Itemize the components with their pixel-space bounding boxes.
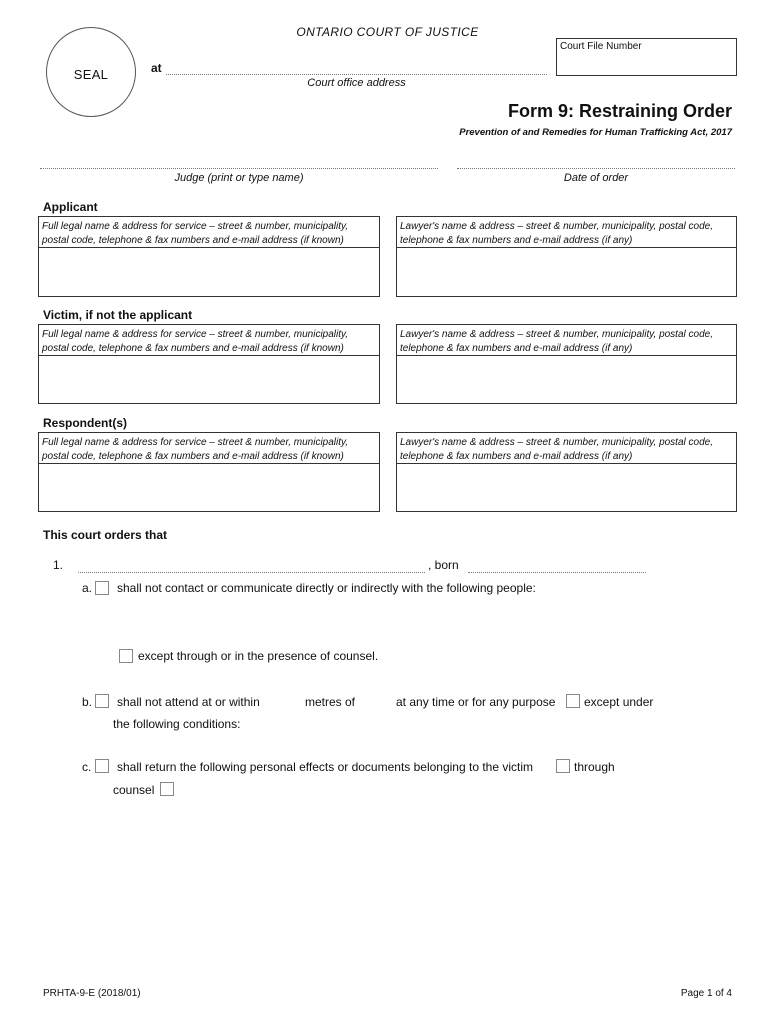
clause-c-checkbox[interactable]: [95, 759, 109, 773]
victim-lawyer-box: [396, 324, 737, 404]
clause-b-text-4: except under: [584, 695, 654, 709]
court-office-address-caption: Court office address: [307, 77, 406, 89]
form-code: PRHTA-9-E (2018/01): [43, 988, 141, 999]
clause-c-through: through: [574, 760, 615, 774]
applicant-lawyer-field[interactable]: [397, 248, 736, 295]
respondent-lawyer-caption: Lawyer's name & address – street & number, municipality, postal code, telephone & fax numbers and e-mail address (if any): [397, 433, 736, 464]
respondent-lawyer-field[interactable]: [397, 464, 736, 510]
respondent-details-caption: Full legal name & address for service – street & number, municipality, postal code, telephone & fax numbers and e-mail address (if known): [39, 433, 379, 464]
respondent-details-box: [38, 432, 380, 512]
clause-b-label: b.: [82, 695, 93, 709]
clause-c-through-checkbox[interactable]: [556, 759, 570, 773]
victim-lawyer-field[interactable]: [397, 356, 736, 402]
victim-details-field[interactable]: [39, 356, 379, 402]
victim-lawyer-caption: Lawyer's name & address – street & number, municipality, postal code, telephone & fax numbers and e-mail address (if any): [397, 325, 736, 356]
clause-a-label: a.: [82, 581, 93, 595]
date-of-order-field[interactable]: [457, 167, 735, 169]
court-office-address-field[interactable]: [166, 73, 547, 75]
applicant-lawyer-box: [396, 216, 737, 297]
clause-b-checkbox[interactable]: [95, 694, 109, 708]
clause-c-text: shall return the following personal effects or documents belonging to the victim: [117, 760, 534, 774]
court-name: ONTARIO COURT OF JUSTICE: [296, 25, 479, 39]
judge-name-field[interactable]: [40, 167, 438, 169]
victim-details-box: [38, 324, 380, 404]
applicant-details-field[interactable]: [39, 248, 379, 295]
orders-heading: This court orders that: [43, 528, 168, 542]
clause-c-counsel: counsel: [113, 783, 155, 797]
victim-heading: Victim, if not the applicant: [43, 308, 193, 322]
form-title: Form 9: Restraining Order: [507, 101, 732, 121]
page-number: Page 1 of 4: [680, 988, 732, 999]
respondent-heading: Respondent(s): [43, 416, 127, 430]
applicant-heading: Applicant: [43, 200, 98, 214]
respondent-details-field[interactable]: [39, 464, 379, 510]
applicant-details-box: [38, 216, 380, 297]
clause-b-text-2: metres of: [305, 695, 356, 709]
clause-a-except-text: except through or in the presence of counsel.: [138, 649, 379, 663]
clause-c-label: c.: [82, 760, 92, 774]
court-file-number-label: Court File Number: [560, 41, 642, 52]
clause-a-checkbox[interactable]: [95, 581, 109, 595]
respondent-name-field[interactable]: [78, 571, 425, 573]
applicant-details-caption: Full legal name & address for service – street & number, municipality, postal code, telephone & fax numbers and e-mail address (if known): [39, 217, 379, 248]
birth-date-field[interactable]: [468, 571, 646, 573]
clause-a-text: shall not contact or communicate directly or indirectly with the following people:: [117, 581, 536, 595]
seal-label: SEAL: [73, 67, 109, 82]
clause-c-counsel-checkbox[interactable]: [160, 782, 174, 796]
clause-b-text-5: the following conditions:: [113, 717, 241, 731]
at-label: at: [151, 61, 162, 75]
clause-b-conditions-checkbox[interactable]: [566, 694, 580, 708]
seal-stamp: [46, 27, 136, 117]
date-caption: Date of order: [563, 172, 629, 184]
judge-caption: Judge (print or type name): [174, 172, 304, 184]
order-item-number: 1.: [53, 558, 64, 572]
clause-a-counsel-checkbox[interactable]: [119, 649, 133, 663]
victim-details-caption: Full legal name & address for service – street & number, municipality, postal code, telephone & fax numbers and e-mail address (if known): [39, 325, 379, 356]
born-label: , born: [428, 558, 459, 572]
court-file-number-field[interactable]: [556, 38, 737, 76]
applicant-lawyer-caption: Lawyer's name & address – street & number, municipality, postal code, telephone & fax numbers and e-mail address (if any): [397, 217, 736, 248]
form-subtitle: Prevention of and Remedies for Human Trafficking Act, 2017: [459, 127, 732, 138]
clause-b-text-1: shall not attend at or within: [117, 695, 260, 709]
respondent-lawyer-box: [396, 432, 737, 512]
clause-b-text-3: at any time or for any purpose: [396, 695, 556, 709]
